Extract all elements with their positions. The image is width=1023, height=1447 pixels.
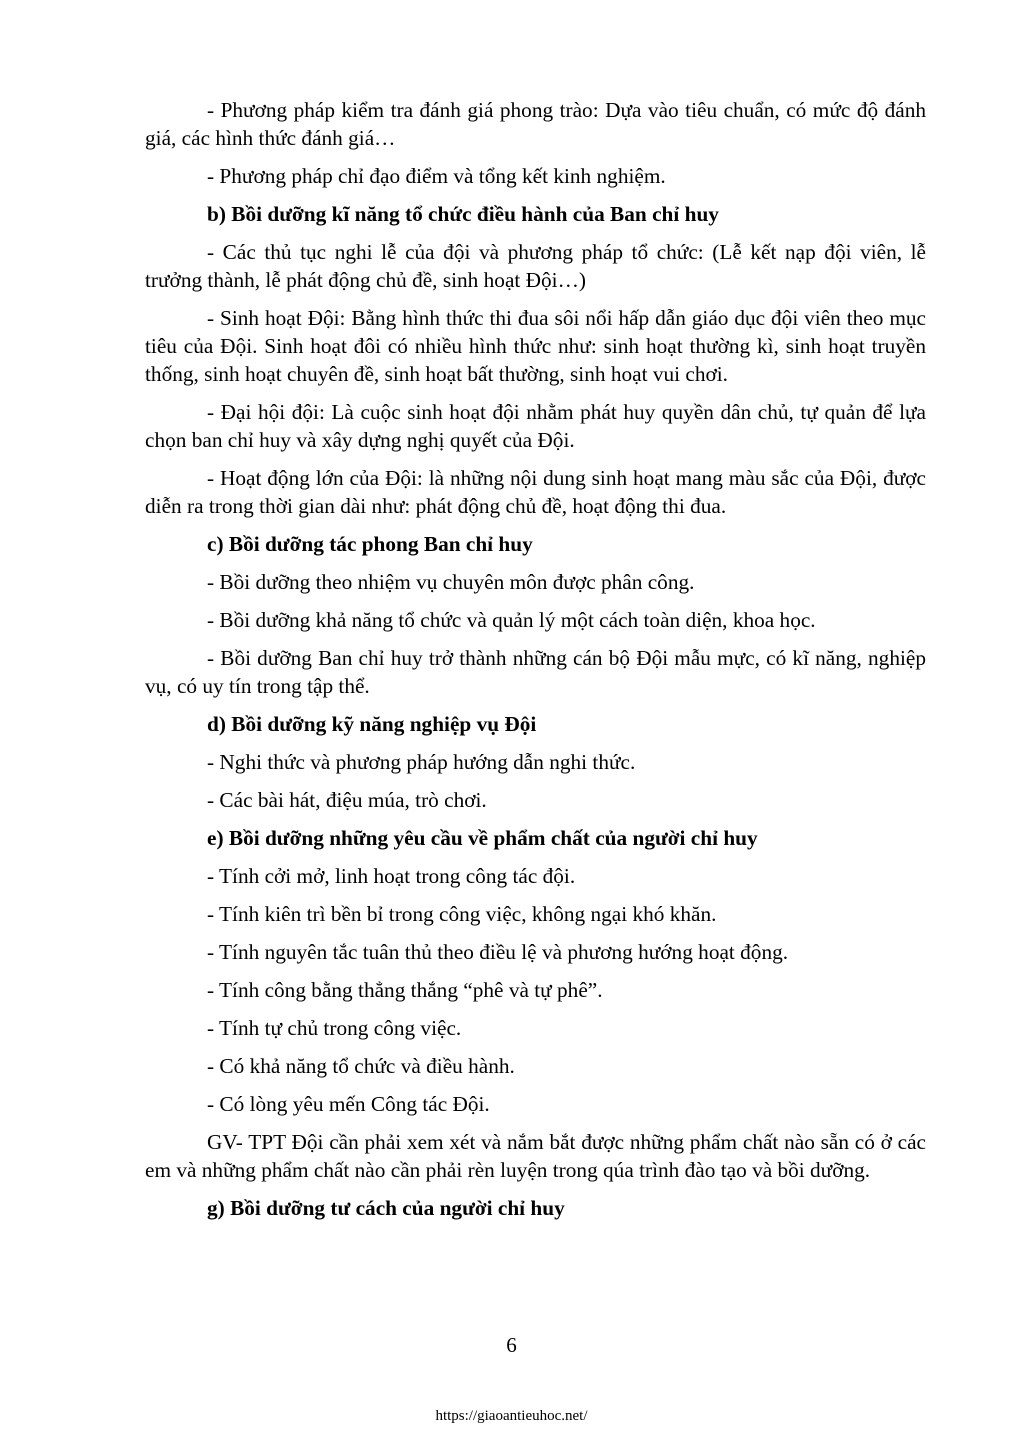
- section-heading: d) Bồi dưỡng kỹ năng nghiệp vụ Đội: [207, 712, 537, 736]
- paragraph: - Bồi dưỡng Ban chỉ huy trở thành những cán bộ Đội mẫu mực, có kĩ năng, nghiệp vụ, có uy tín trong tập thể.: [145, 646, 926, 698]
- paragraph: - Nghi thức và phương pháp hướng dẫn nghi thức.: [207, 750, 636, 774]
- paragraph: - Có lòng yêu mến Công tác Đội.: [207, 1092, 490, 1116]
- paragraph: - Các thủ tục nghi lễ của đội và phương pháp tổ chức: (Lễ kết nạp đội viên, lễ trưởng thành, lễ phát động chủ đề, sinh hoạt Đội…): [145, 240, 926, 292]
- page-number: 6: [506, 1333, 517, 1357]
- paragraph: GV- TPT Đội cần phải xem xét và nắm bắt được những phẩm chất nào sẵn có ở các em và những phẩm chất nào cần phải rèn luyện trong qúa trình đào tạo và bồi dưỡng.: [145, 1130, 926, 1182]
- paragraph: - Các bài hát, điệu múa, trò chơi.: [207, 788, 487, 812]
- paragraph: - Phương pháp chỉ đạo điểm và tổng kết kinh nghiệm.: [207, 164, 666, 188]
- paragraph: - Phương pháp kiểm tra đánh giá phong trào: Dựa vào tiêu chuẩn, có mức độ đánh giá, các hình thức đánh giá…: [145, 98, 926, 150]
- paragraph: - Có khả năng tổ chức và điều hành.: [207, 1054, 515, 1078]
- footer-url[interactable]: https://giaoantieuhoc.net/: [435, 1408, 588, 1424]
- paragraph: - Tính tự chủ trong công việc.: [207, 1016, 462, 1040]
- paragraph: - Tính kiên trì bền bỉ trong công việc, không ngại khó khăn.: [207, 902, 717, 926]
- paragraph: - Tính cởi mở, linh hoạt trong công tác đội.: [207, 864, 576, 888]
- paragraph: - Bồi dưỡng theo nhiệm vụ chuyên môn được phân công.: [207, 570, 695, 594]
- paragraph: - Tính công bằng thẳng thắng “phê và tự phê”.: [207, 978, 603, 1002]
- section-heading: e) Bồi dưỡng những yêu cầu về phẩm chất của người chỉ huy: [207, 826, 758, 850]
- section-heading: b) Bồi dưỡng kĩ năng tổ chức điều hành của Ban chỉ huy: [207, 202, 719, 226]
- document-body: [145, 96, 926, 1232]
- paragraph: - Tính nguyên tắc tuân thủ theo điều lệ và phương hướng hoạt động.: [207, 940, 789, 964]
- paragraph: - Đại hội đội: Là cuộc sinh hoạt đội nhằm phát huy quyền dân chủ, tự quản để lựa chọn ban chỉ huy và xây dựng nghị quyết của Đội.: [145, 400, 926, 452]
- paragraph: - Bồi dưỡng khả năng tổ chức và quản lý một cách toàn diện, khoa học.: [207, 608, 816, 632]
- section-heading: c) Bồi dưỡng tác phong Ban chỉ huy: [207, 532, 533, 556]
- section-heading: g) Bồi dưỡng tư cách của người chỉ huy: [207, 1196, 565, 1220]
- paragraph: - Sinh hoạt Đội: Bằng hình thức thi đua sôi nổi hấp dẫn giáo dục đội viên theo mục tiêu của Đội. Sinh hoạt đôi có nhiều hình thức như: sinh hoạt thường kì, sinh hoạt truyền thống, sinh hoạt chuyên đề, sinh hoạt bất thường, sinh hoạt vui chơi.: [145, 306, 926, 386]
- paragraph: - Hoạt động lớn của Đội: là những nội dung sinh hoạt mang màu sắc của Đội, được diễn ra trong thời gian dài như: phát động chủ đề, hoạt động thi đua.: [145, 466, 926, 518]
